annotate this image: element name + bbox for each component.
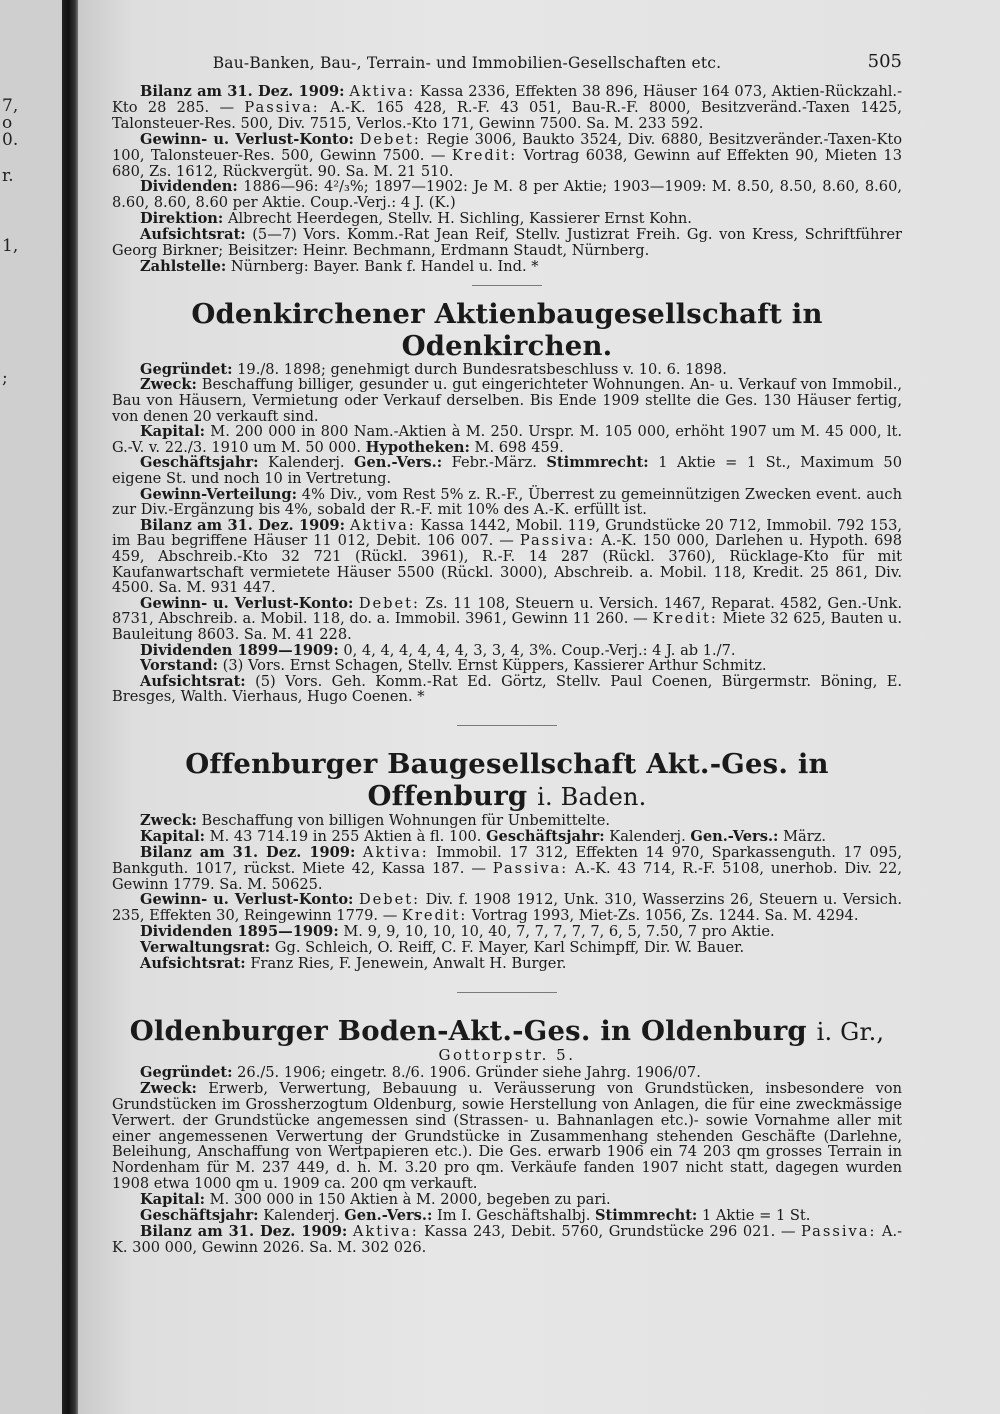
entry-text: Kalenderj. (604, 827, 691, 845)
page-number: 505 (867, 51, 902, 72)
entry-text: 0, 4, 4, 4, 4, 4, 4, 3, 3, 4, 3%. Coup.-Verj.: 4 J. ab 1./7. (338, 641, 736, 659)
entry-text: A.-K. 43 714, R.-F. 5108, unerhob. Div. 22, Gewinn 1779. Sa. M. 50625. (112, 859, 902, 893)
entry-label: Aufsichtsrat: (140, 955, 246, 973)
entry-label: Bilanz am 31. Dez. 1909: (140, 83, 345, 100)
entry-paragraph (112, 84, 902, 132)
entry-paragraph (112, 829, 902, 845)
entry-text: Miete 32 625, Bauten u. Bauleitung 8603. Sa. M. 41 228. (112, 610, 902, 643)
entry-text: 4% Div., vom Rest 5% z. R.-F., Überrest zu gemeinnützigen Zwecken event. auch zur Div.-Ergänzung bis 4%, sobald der R.-F. mit 10% des A.-K. erfüllt ist. (112, 485, 902, 519)
spaced-label: Debet: (359, 130, 421, 148)
entry-paragraph (112, 259, 902, 275)
company-title-oldenburger: Oldenburger Boden-Akt.-Ges. in Oldenburg i. Gr., (129, 1015, 885, 1047)
entry-text: (3) Vors. Ernst Schagen, Stellv. Ernst Küppers, Kassierer Arthur Schmitz. (218, 657, 767, 675)
entry-text: M. 300 000 in 150 Aktien à M. 2000, begeben zu pari. (205, 1191, 611, 1209)
inline-label: Gen.-Vers.: (354, 454, 443, 472)
entry-text: Div. f. 1908 1912, Unk. 310, Wasserzins 26, Steuern u. Versich. 235, Effekten 30, Reingewinn 1779. — (112, 891, 903, 925)
entry-label: Bilanz am 31. Dez. 1909: (140, 516, 345, 534)
spaced-label: Passiva: (519, 532, 596, 550)
entry-text: 1 Aktie = 1 St. (697, 1207, 811, 1225)
entry-label: Dividenden 1895—1909: (140, 923, 339, 941)
entry-paragraph (112, 424, 902, 455)
entry-text: Erwerb, Verwertung, Bebauung u. Veräusserung von Grundstücken, insbesondere von Grundstücken im Grossherzogtum Oldenburg, sowie Herstellung von Anlagen, die für eine zweckmässige Verwert. der Grundstücke angemessen sind (Strassen- u. Bahnanlagen etc.)- sowie Vornahme aller mit einer angemessenen Verwertung der Grundstücke in Zusammenhang stehenden Geschäfte (Darlehne, Beleihung, Anschaffung von Wertpapieren etc.). Die Ges. erwarb 1906 ein 74 203 qm grosses Terrain in Nordenham für M. 237 449, d. h. M. 3.20 pro qm. Verkäufe fanden 1907 nicht statt, dagegen wurden 1908 etwa 1000 qm u. 1909 ca. 200 qm verkauft. (112, 1079, 902, 1193)
entry-text: M. 698 459. (469, 438, 564, 456)
entry-paragraph (112, 892, 902, 924)
entry-paragraph (112, 956, 902, 972)
entry-text: Beschaffung von billigen Wohnungen für Unbemittelte. (196, 811, 611, 829)
entry-text: Zs. 11 108, Steuern u. Versich. 1467, Reparat. 4582, Gen.-Unk. 8731, Abschreib. a. Mobil. 118, do. a. Immobil. 3961, Gewinn 11 260. — (112, 594, 903, 628)
spaced-label: Passiva: (492, 859, 569, 877)
entry-label: Aufsichtsrat: (140, 672, 246, 690)
entry-paragraph (112, 813, 902, 829)
section-oldenburger (112, 1065, 902, 1256)
spaced-label: Debet: (358, 891, 421, 909)
entry-text: März. (778, 827, 827, 845)
company-title-offenburger: Offenburger Baugesellschaft Akt.-Ges. in Offenburg i. Baden. (185, 747, 829, 812)
entry-paragraph (112, 132, 902, 180)
entry-label: Zweck: (140, 1079, 197, 1097)
inline-label: Geschäftsjahr: (486, 827, 605, 845)
entry-label: Gegründet: (140, 1063, 233, 1081)
entry-paragraph (112, 658, 902, 674)
spaced-label: Kredit: (652, 610, 718, 628)
company-address: Gottorpstr. 5. (438, 1046, 576, 1064)
entry-label: Vorstand: (140, 657, 219, 675)
entry-text: M. 9, 9, 10, 10, 10, 40, 7, 7, 7, 7, 7, 6, 5, 7.50, 7 pro Aktie. (338, 923, 775, 941)
entry-label: Verwaltungsrat: (140, 939, 271, 957)
entry-paragraph (112, 487, 902, 518)
entry-paragraph (112, 518, 902, 596)
entry-label: Kapital: (140, 1191, 206, 1209)
entry-paragraph (112, 1224, 902, 1256)
entry-label: Direktion: (140, 210, 224, 228)
entry-label: Gewinn- u. Verlust-Konto: (140, 130, 354, 148)
entry-label: Kapital: (140, 423, 206, 441)
entry-text: M. 43 714.19 in 255 Aktien à fl. 100. (205, 827, 487, 845)
entry-paragraph (112, 362, 902, 378)
running-head (112, 50, 902, 80)
entry-text: A.-K. 300 000, Gewinn 2026. Sa. M. 302 026. (112, 1222, 903, 1256)
entry-text: A.-K. 150 000, Darlehen u. Hypoth. 698 459, Abschreib.-Kto 32 721 (Rückl. 3961), R.-F. 14 287 (Rückl. 3760), Rücklage-Kto für mit Kaufanwartschaft vermietete Häuser 5500 (Rückl. 3000), Abschreib. a. Mobil. 118, Kredit. 25 861, Div. 4500. Sa. M. 931 447. (112, 532, 903, 597)
inline-label: Gen.-Vers.: (690, 827, 779, 845)
entry-text: Febr.-März. (442, 454, 547, 472)
spaced-label: Aktiva: (362, 843, 429, 861)
entry-label: Gegründet: (140, 360, 233, 378)
entry-text: Kassa 2336, Effekten 38 896, Häuser 164 073, Aktien-Rückzahl.-Kto 28 285. — (112, 83, 902, 116)
section-odenkirchener (112, 362, 902, 705)
entry-paragraph (112, 924, 902, 940)
section-divider (472, 285, 542, 286)
entry-label: Dividenden: (140, 178, 238, 196)
entry-label: Gewinn- u. Verlust-Konto: (140, 594, 354, 612)
spaced-label: Kredit: (401, 907, 468, 925)
margin-mark: 7, (2, 96, 19, 116)
entry-paragraph (112, 1192, 902, 1208)
entry-text: (5) Vors. Geh. Komm.-Rat Ed. Görtz, Stellv. Paul Coenen, Bürgermstr. Böning, E. Bresges, Walth. Vierhaus, Hugo Coenen. * (112, 672, 902, 706)
margin-mark: 1, (2, 236, 19, 256)
entry-label: Bilanz am 31. Dez. 1909: (140, 843, 356, 861)
spaced-label: Aktiva: (349, 516, 416, 534)
entry-paragraph (112, 211, 902, 227)
entry-text: 26./5. 1906; eingetr. 8./6. 1906. Gründer siehe Jahrg. 1906/07. (232, 1063, 701, 1081)
book-spine-shadow (62, 0, 78, 1414)
inline-label: Stimmrecht: (546, 454, 649, 472)
left-page-margin (0, 0, 62, 1414)
entry-text: M. 200 000 in 800 Nam.-Aktien à M. 250. Urspr. M. 105 000, erhöht 1907 um M. 45 000, lt. G.-V. v. 22./3. 1910 um M. 50 000. (112, 423, 902, 456)
entry-text: Kalenderj. (258, 454, 355, 472)
section-divider (457, 992, 557, 993)
entry-text: 1 Aktie = 1 St., Maximum 50 eigene St. und noch 10 in Vertretung. (112, 454, 903, 488)
entry-label: Zweck: (140, 376, 197, 394)
spaced-label: Kredit: (451, 146, 518, 164)
entry-text: Im I. Geschäftshalbj. (432, 1207, 596, 1225)
entry-label: Zweck: (140, 811, 197, 829)
inline-label: Stimmrecht: (595, 1207, 698, 1225)
margin-mark: ; (2, 368, 8, 388)
entry-text: (5—7) Vors. Komm.-Rat Jean Reif, Stellv. Justizrat Freih. Gg. von Kress, Schriftführer Georg Birkner; Beisitzer: Heinr. Bechmann, Erdmann Staudt, Nürnberg. (112, 226, 902, 260)
entry-label: Geschäftsjahr: (140, 1207, 259, 1225)
entry-paragraph (112, 455, 902, 486)
running-head-title: Bau-Banken, Bau-, Terrain- und Immobilien-Gesellschaften etc. (212, 54, 722, 72)
entry-paragraph (112, 1065, 902, 1081)
entry-text: Kalenderj. (258, 1207, 345, 1225)
entry-label: Kapital: (140, 827, 206, 845)
entry-text: Kassa 1442, Mobil. 119, Grundstücke 20 712, Immobil. 792 153, im Bau begriffene Häuser 11 012, Debit. 106 007. — (112, 516, 903, 550)
entry-label: Gewinn- u. Verlust-Konto: (140, 891, 354, 909)
section-offenburger (112, 813, 902, 972)
entry-label: Dividenden 1899—1909: (140, 641, 339, 659)
inline-label: Hypotheken: (365, 438, 470, 456)
entry-text: 19./8. 1898; genehmigt durch Bundesratsbeschluss v. 10. 6. 1898. (232, 360, 727, 378)
entry-text: Nürnberg: Bayer. Bank f. Handel u. Ind. * (226, 257, 539, 275)
spaced-label: Passiva: (244, 98, 320, 116)
entry-text: Vortrag 1993, Miet-Zs. 1056, Zs. 1244. Sa. M. 4294. (467, 907, 859, 925)
spaced-label: Debet: (358, 594, 420, 612)
entry-text: Immobil. 17 312, Effekten 14 970, Sparkassenguth. 17 095, Bankguth. 1017, rückst. Miete 42, Kassa 187. — (112, 843, 903, 877)
entry-paragraph (112, 377, 902, 424)
entry-text: Albrecht Heerdegen, Stellv. H. Sichling, Kassierer Ernst Kohn. (223, 210, 692, 228)
entry-paragraph (112, 1081, 902, 1192)
entry-label: Zahlstelle: (140, 257, 227, 275)
entry-paragraph (112, 845, 902, 893)
entry-text: Gg. Schleich, O. Reiff, C. F. Mayer, Karl Schimpff, Dir. W. Bauer. (270, 939, 745, 957)
entry-label: Bilanz am 31. Dez. 1909: (140, 1222, 348, 1240)
margin-marks (0, 0, 60, 1414)
spaced-label: Aktiva: (352, 1222, 419, 1240)
margin-mark: r. (2, 166, 14, 186)
entry-text: Vortrag 6038, Gewinn auf Effekten 90, Mieten 13 680, Zs. 1612, Rückvergüt. 90. Sa. M. 21 510. (112, 146, 902, 180)
entry-paragraph (112, 179, 902, 211)
page-content (112, 50, 902, 1256)
entry-text: 1886—96: 4²/₃%; 1897—1902: Je M. 8 per Aktie; 1903—1909: M. 8.50, 8.50, 8.60, 8.60, 8.60, 8.60, 8.60 per Aktie. Coup.-Verj.: 4 J. (K.) (112, 178, 902, 212)
entry-text: A.-K. 165 428, R.-F. 43 051, Bau-R.-F. 8000, Besitzveränd.-Taxen 1425, Talonsteuer-Res. 500, Div. 7515, Verlos.-Kto 171, Gewinn 7500. Sa. M. 233 592. (112, 98, 902, 132)
inline-label: Gen.-Vers.: (344, 1207, 433, 1225)
entry-paragraph (112, 643, 902, 659)
company-title-odenkirchener: Odenkirchener Aktienbaugesellschaft in Odenkirchen. (191, 297, 823, 362)
margin-mark: o (2, 113, 13, 133)
entry-text: Franz Ries, F. Jenewein, Anwalt H. Burger. (245, 955, 567, 973)
entry-label: Geschäftsjahr: (140, 454, 259, 472)
margin-mark: 0. (2, 130, 19, 150)
section-divider (457, 725, 557, 726)
entry-paragraph (112, 596, 902, 643)
section-continued-entry (112, 84, 902, 275)
spaced-label: Aktiva: (349, 83, 416, 100)
entry-paragraph (112, 227, 902, 259)
entry-text: Beschaffung billiger, gesunder u. gut eingerichteter Wohnungen. An- u. Verkauf von Immobil., Bau von Häusern, Vermietung oder Verkauf derselben. Bis Ende 1909 stellte die Ges. 130 Häuser fertig, von denen 20 verkauft sind. (112, 376, 902, 425)
entry-text: Kassa 243, Debit. 5760, Grundstücke 296 021. — (418, 1222, 801, 1240)
entry-text: Regie 3006, Baukto 3524, Div. 6880, Besitzveränder.-Taxen-Kto 100, Talonsteuer-Res. 500, Gewinn 7500. — (112, 130, 903, 164)
spaced-label: Passiva: (801, 1222, 877, 1240)
entry-paragraph (112, 1208, 902, 1224)
entry-paragraph (112, 940, 902, 956)
entry-text (355, 844, 363, 861)
entry-label: Gewinn-Verteilung: (140, 485, 297, 503)
entry-label: Aufsichtsrat: (140, 226, 246, 244)
entry-paragraph (112, 674, 902, 705)
